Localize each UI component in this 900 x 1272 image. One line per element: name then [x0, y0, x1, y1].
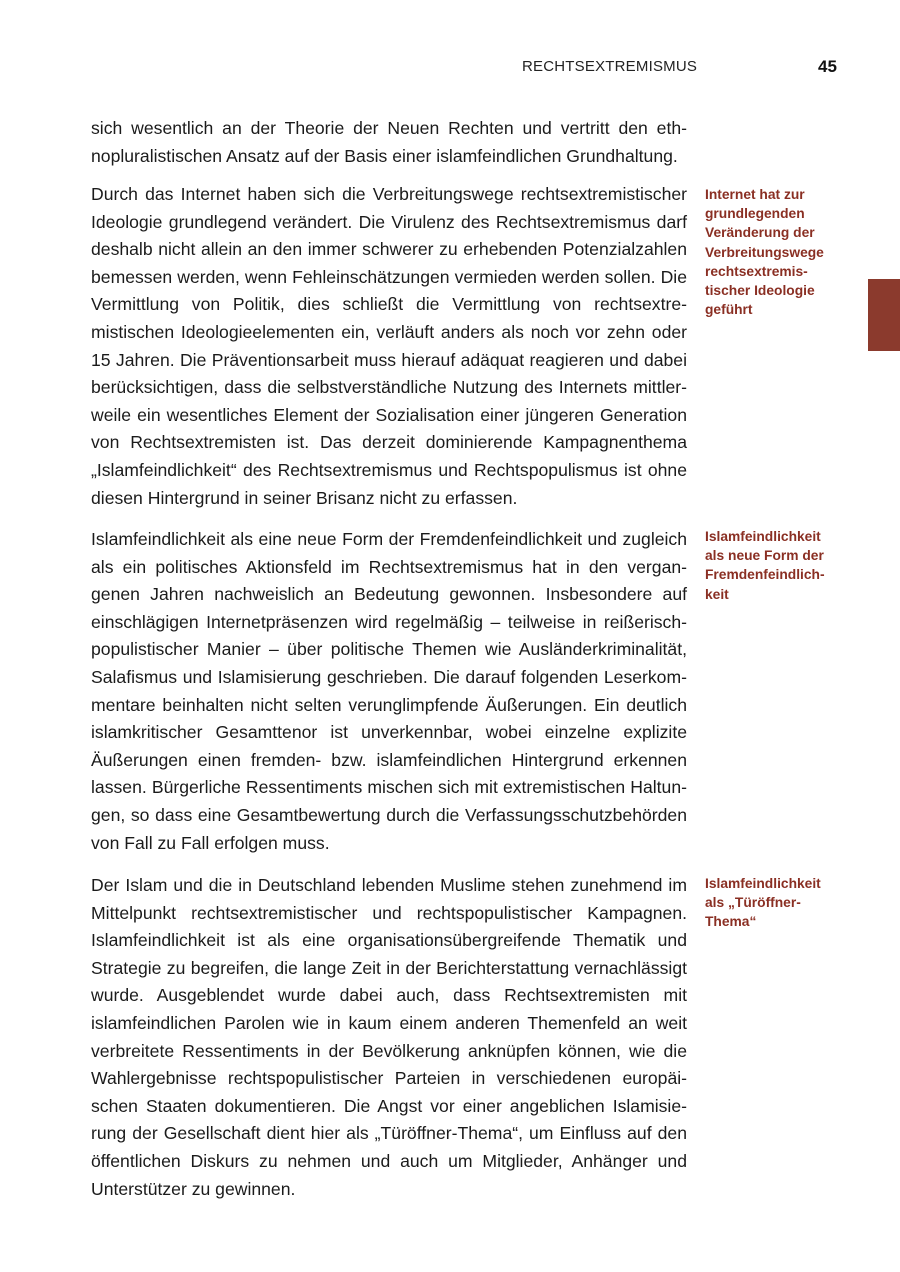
margin-note-1: Internet hat zur grundlegenden Veränderung der Verbreitungswege rechtsextremistischer Ideologie geführt	[705, 187, 824, 318]
paragraph-3: Islamfeindlichkeit als eine neue Form der Fremdenfeindlichkeit und zugleich als ein politisches Aktionsfeld im Rechtsextremismus hat in den vergangenen Jahren nachweislich an Bedeutung gewonnen. Insbesondere auf einschlägigen Internetpräsenzen wird regelmäßig – teilweise in reißerisch-populistischer Manier – über politische Themen wie Ausländerkriminalität, Salafismus und Islamisierung geschrieben. Die darauf folgenden Leserkommentare beinhalten nicht selten verunglimpfende Äußerungen. Ein deutlich islamkritischer Gesamttenor ist unverkennbar, wobei einzelne explizite Äußerungen einen fremden- bzw. islamfeindlichen Hintergrund erkennen lassen. Bürgerliche Ressentiments mischen sich mit extremistischen Haltungen, so dass eine Gesamtbewertung durch die Verfassungsschutzbehörden von Fall zu Fall erfolgen muss.	[91, 529, 687, 853]
chapter-thumb-tab	[868, 279, 900, 351]
paragraph-4: Der Islam und die in Deutschland lebenden Muslime stehen zunehmend im Mittelpunkt rechtsextremistischer und rechtspopulistischer Kampagnen. Islamfeindlichkeit ist als eine organisationsübergreifende Thematik und Strategie zu begreifen, die lange Zeit in der Berichterstattung vernachlässigt wurde. Ausgeblendet wurde dabei auch, dass Rechtsextremisten mit islamfeindlichen Parolen wie in kaum einem anderen Themenfeld an weit verbreitete Ressentiments in der Bevölkerung anknüpfen können, wie die Wahlergebnisse rechtspopulistischer Parteien in verschiedenen europäischen Staaten dokumentieren. Die Angst vor einer angeblichen Islamisierung der Gesellschaft dient hier als „Türöffner-Thema“, um Einfluss auf den öffentlichen Diskurs zu nehmen und auch um Mitglieder, Anhänger und Unterstützer zu gewinnen.	[91, 875, 687, 1199]
paragraph-1: sich wesentlich an der Theorie der Neuen Rechten und vertritt den ethnopluralistischen Ansatz auf der Basis einer islamfeindlichen Grundhaltung.	[91, 118, 687, 166]
running-head-section-title: RECHTSEXTREMISMUS	[522, 58, 698, 75]
page-number: 45	[818, 57, 837, 76]
margin-note-3: Islamfeindlichkeit als „Türöffner-Thema“	[705, 876, 821, 930]
paragraph-2: Durch das Internet haben sich die Verbreitungswege rechtsextremistischer Ideologie grundlegend verändert. Die Virulenz des Rechtsextremismus darf deshalb nicht allein an den immer schwerer zu erhebenden Potenzialzahlen bemessen werden, wenn Fehleinschätzungen vermieden werden sollen. Die Vermittlung von Politik, dies schließt die Vermittlung von rechtsextremistischen Ideologieelementen ein, verläuft anders als noch vor zehn oder 15 Jahren. Die Präventionsarbeit muss hierauf adäquat reagieren und dabei berücksichtigen, dass die selbstverständliche Nutzung des Internets mittlerweile ein wesentliches Element der Sozialisation einer jüngeren Generation von Rechtsextremisten ist. Das derzeit dominierende Kampagnenthema „Islamfeindlichkeit“ des Rechtsextremismus und Rechtspopulismus ist ohne diesen Hintergrund in seiner Brisanz nicht zu erfassen.	[91, 184, 687, 508]
margin-note-2: Islamfeindlichkeit als neue Form der Fremdenfeindlichkeit	[705, 529, 825, 602]
